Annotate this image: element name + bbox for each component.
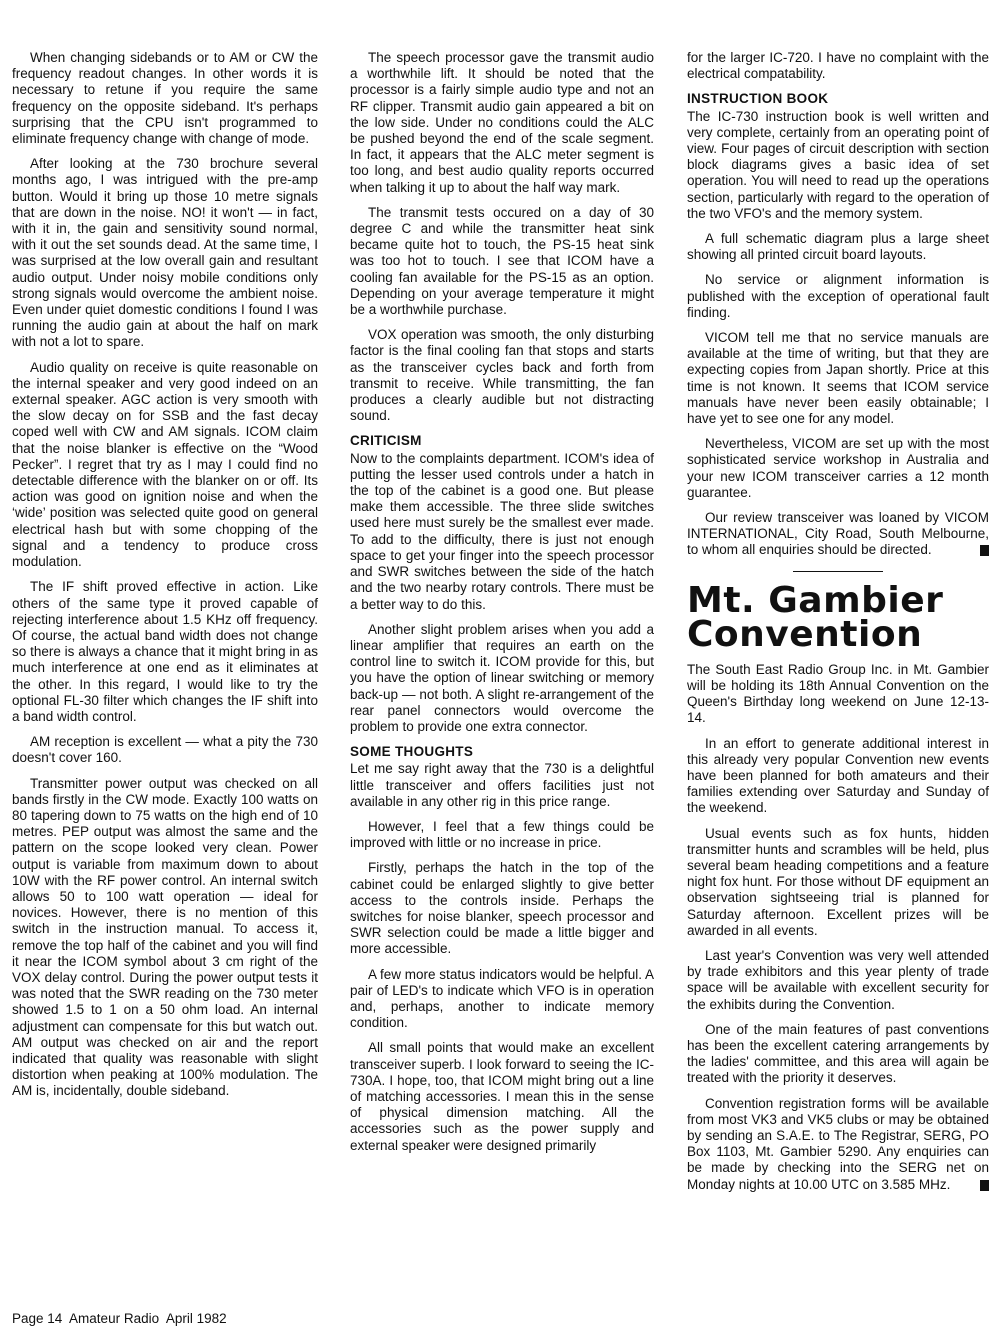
paragraph: Now to the complaints department. ICOM's idea of putting the lesser used controls under a hatch in the top of the cabinet is a good one. But please make them accessible. The three slide switches used here must surely be the smallest ever made. To add to the difficulty, there is just not enough space to get your finger into the speech processor and SWR switches between the side of the hatch and the two nearby rotary controls. There must be a better way to do this.: [350, 450, 654, 612]
paragraph: Another slight problem arises when you add a linear amplifier that requires an earth on the control line to switch it. ICOM provide for this, but you have the option of linear switching or memory back-up — not both. A slight re-arrangement of the rear panel connectors would overcome the problem to provide one extra connector.: [350, 621, 654, 734]
section-heading-some-thoughts: SOME THOUGHTS: [350, 744, 474, 760]
paragraph: Transmitter power output was checked on all bands firstly in the CW mode. Exactly 100 watts on 80 tapering down to 75 watts on the high end of 10 metres. PEP output was almost the same and the pattern on the scope looked very clean. Power output is variable from maximum down to about 10W with the RF power control. An internal switch allows 50 to 100 watt operation — ideal for novices. However, there is no mention of this switch in the instruction manual. To access it, remove the top half of the cabinet and you will find it near the ICOM symbol about 3 cm right of the VOX delay control. During the power output tests it was noted that the SWR reading on the 730 meter showed 1.5 to 1 on a 50 ohm load. An internal adjustment can compensate for this but watch out. AM output was checked on air and the report indicated that quality was reasonable with slight distortion when peaking at 100% modulation. The AM is, incidentally, double sideband.: [12, 775, 318, 1099]
paragraph: for the larger IC-720. I have no complaint with the electrical compatability.: [687, 50, 989, 82]
page-footer: Page 14 Amateur Radio April 1982: [12, 1311, 227, 1326]
paragraph-text: Our review transceiver was loaned by VICOM INTERNATIONAL, City Road, South Melbourne, to whom all enquiries should be directed.: [687, 510, 989, 558]
paragraph-text: Convention registration forms will be available from most VK3 and VK5 clubs or may be obtained by sending an S.A.E. to The Registrar, SERG, PO Box 1103, Mt. Gambier 5290. Any enquiries can be made by checking into the SERG net on Monday nights at 10.00 UTC on 3.585 MHz.: [687, 1095, 989, 1192]
paragraph: A few more status indicators would be helpful. A pair of LED's to indicate which VFO is in operation and, perhaps, another to indicate memory condition.: [350, 966, 654, 1031]
paragraph: The IF shift proved effective in action. Like others of the same type it proved capable of rejecting interference about 1.5 KHz off frequency. Of course, the actual band width does not change so there is always a chance that it might bring in as much interference at one end as it eliminates at the other. In this regard, I would like to try the optional FL-30 filter which changes the IF shift into a band width control.: [12, 579, 318, 724]
end-of-article-mark: [980, 545, 989, 556]
paragraph: After looking at the 730 brochure several months ago, I was intrigued with the pre-amp button. Would it bring up those 10 metre signals that are down in the noise. NO! it won't — in fact, with it in, the gain and sensitivity sound normal, with it out the set sounds dead. At the same time, I was surprised at the low overall gain and resultant audio output. Under noisy mobile conditions only strong signals would overcome the ambient noise. Even under quiet domestic conditions I found I was running the audio gain at about the half on mark with not a lot to spare.: [12, 156, 318, 350]
paragraph: Last year's Convention was very well attended by trade exhibitors and this year plenty of trade space will be available with excellent security for the exhibits during the Convention.: [687, 947, 989, 1012]
paragraph: In an effort to generate additional interest in this already very popular Convention new events have been planned for both amateurs and their families extending over Saturday and Sunday of the weekend.: [687, 735, 989, 816]
column-middle: [350, 50, 654, 1163]
paragraph: Firstly, perhaps the hatch in the top of the cabinet could be enlarged slightly to give better access to the controls inside. Perhaps the switches for noise blanker, speech processor and SWR selection could be made a little bigger and more accessible.: [350, 860, 654, 957]
column-right: [687, 50, 989, 1202]
paragraph-with-end-mark: [687, 510, 989, 559]
article-title: [687, 579, 989, 655]
paragraph: Audio quality on receive is quite reasonable on the internal speaker and very good indeed on an external speaker. AGC action is very smooth with the slow decay on for SSB and the fast decay coped well with CW and AM signals. ICOM claim that the noise blanker is effective on the “Wood Pecker”. I regret that try as I may I could find no detectable difference with the blanker on or off. Its action was good on ignition noise and when the ‘wide’ position was selected quite good on general electrical hash but with some chopping of the signal and a tendency to produce cross modulation.: [12, 359, 318, 570]
end-of-article-mark: [980, 1180, 989, 1191]
section-heading-instruction-book: INSTRUCTION BOOK: [687, 91, 829, 107]
title-line-2: Convention: [687, 613, 923, 655]
paragraph: However, I feel that a few things could be improved with little or no increase in price.: [350, 818, 654, 851]
paragraph: The transmit tests occured on a day of 30 degree C and while the transmitter heat sink became quite hot to touch, the PS-15 heat sink was too hot to touch. I see that ICOM have a cooling fan available for the PS-15 as an option. Depending on your average temperature it might be a worthwhile purchase.: [350, 204, 654, 318]
paragraph: One of the main features of past conventions has been the excellent catering arrangements by the ladies' committee, and this area will again be treated with the priority it deserves.: [687, 1021, 989, 1086]
paragraph: VICOM tell me that no service manuals are available at the time of writing, but that they are expecting copies from Japan shortly. Price at this time is not known. It seems that ICOM service manuals have never been easily obtainable; I have yet to see one for any model.: [687, 330, 989, 427]
paragraph: Nevertheless, VICOM are set up with the most sophisticated service workshop in Australia and your new ICOM transceiver carries a 12 month guarantee.: [687, 436, 989, 500]
paragraph: AM reception is excellent — what a pity the 730 doesn't cover 160.: [12, 734, 318, 766]
section-heading-criticism: CRITICISM: [350, 433, 422, 449]
section-divider: [793, 571, 883, 572]
paragraph: Let me say right away that the 730 is a delightful little transceiver and offers facilities just not available in any other rig in this price range.: [350, 761, 654, 809]
paragraph: The IC-730 instruction book is well written and very complete, certainly from an operating point of view. Four pages of circuit description with section block diagrams gives a basic idea of set operation. You will need to read up the operations section, particularly with regard to the operation of the two VFO's and the memory system.: [687, 108, 989, 221]
title-line-1: Mt. Gambier: [687, 579, 944, 621]
paragraph-with-end-mark: [687, 1096, 989, 1193]
paragraph: The South East Radio Group Inc. in Mt. Gambier will be holding its 18th Annual Convention on the Queen's Birthday long weekend on June 12-13-14.: [687, 661, 989, 726]
paragraph: No service or alignment information is published with the exception of operational fault finding.: [687, 272, 989, 320]
paragraph: A full schematic diagram plus a large sheet showing all printed circuit board layouts.: [687, 231, 989, 263]
paragraph: The speech processor gave the transmit audio a worthwhile lift. It should be noted that the processor is a fairly simple audio type and not an RF clipper. Transmit audio gain appeared a bit on the low side. Under no conditions could the ALC be pushed beyond the end of the scale segment. In fact, it appears that the ALC meter segment is too long, and best audio quality reports occurred when talking it up to about the half way mark.: [350, 50, 654, 195]
paragraph: VOX operation was smooth, the only disturbing factor is the final cooling fan that stops and starts as the transceiver cycles back and forth from transmit to receive. While transmitting, the fan produces a clearly audible but not distracting sound.: [350, 327, 654, 424]
column-left: [12, 50, 318, 1109]
paragraph: All small points that would make an excellent transceiver superb. I look forward to seeing the IC-730A. I hope, too, that ICOM might bring out a line of matching accessories. I mean this in the sense of physical dimension matching. All the accessories such as the power supply and external speaker were designed primarily: [350, 1040, 654, 1153]
paragraph: When changing sidebands or to AM or CW the frequency readout changes. In other words it is necessary to retune if you require the same frequency on the opposite sideband. It's perhaps surprising that the CPU isn't programmed to eliminate frequency change with change of mode.: [12, 50, 318, 147]
paragraph: Usual events such as fox hunts, hidden transmitter hunts and scrambles will be held, plus several beam heading competitions and a feature night fox hunt. For those without DF equipment an observation sightseeing trial is planned for Saturday afternoon. Excellent prizes will be awarded in all events.: [687, 825, 989, 938]
